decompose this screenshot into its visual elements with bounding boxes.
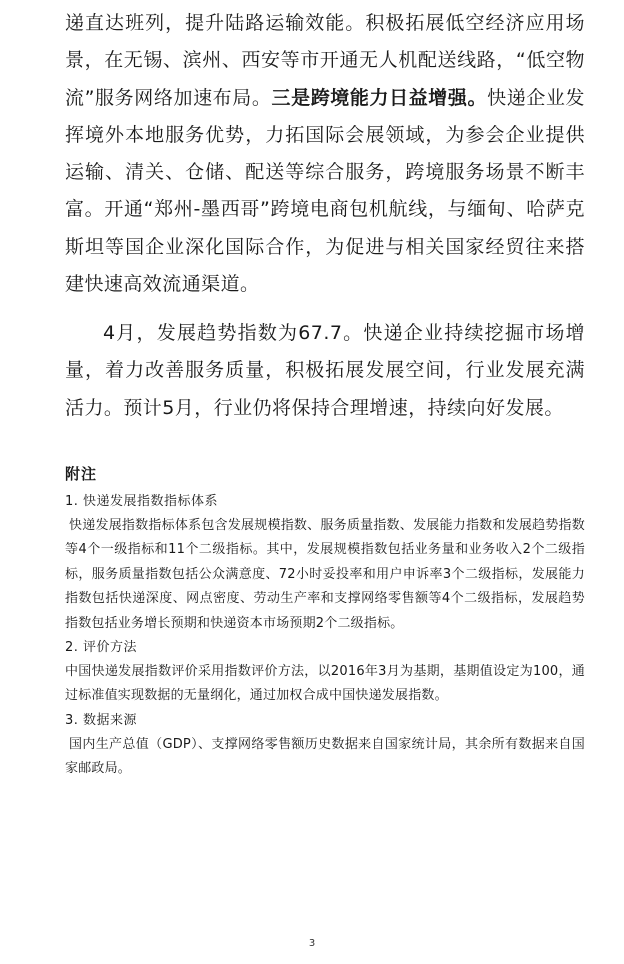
notes-section xyxy=(65,462,585,782)
note-text: 快递发展指数指标体系包含发展规模指数、服务质量指数、发展能力指数和发展趋势指数等4个一级指标和11个二级指标。其中，发展规模指数包括业务量和业务收入2个二级指标，服务质量指数包括公众满意度、72小时妥投率和用户申诉率3个二级指标，发展能力指数包括快递深度、网点密度、劳动生产率和支撑网络零售额等4个二级指标，发展趋势指数包括业务增长预期和快递资本市场预期2个二级指标。 xyxy=(65,518,585,631)
paragraph-text: 递直达班列，提升陆路运输效能。积极拓展低空经济应用场景，在无锡、滨州、西安等市开通无人机配送线路，“低空物流”服务网络加速布局。 xyxy=(65,12,585,109)
page-number: 3 xyxy=(308,938,316,949)
note-heading: 3. 数据来源 xyxy=(65,712,138,728)
body-paragraph: 4月，发展趋势指数为67.7。快递企业持续挖掘市场增量，着力改善服务质量，积极拓展发展空间，行业发展充满活力。预计5月，行业仍将保持合理增速，持续向好发展。 xyxy=(65,322,585,419)
note-heading: 2. 评价方法 xyxy=(65,640,138,656)
body-paragraph xyxy=(65,5,585,303)
note-heading: 1. 快递发展指数指标体系 xyxy=(65,494,219,509)
paragraph-text: 快递企业发挥境外本地服务优势，力拓国际会展领域，为参会企业提供运输、清关、仓储、配送等综合服务，跨境服务场景不断丰富。开通“郑州-墨西哥”跨境电商包机航线，与缅甸、哈萨克斯坦等国企业深化国际合作，为促进与相关国家经贸往来搭建快速高效流通渠道。 xyxy=(65,86,585,296)
notes-title: 附注 xyxy=(65,465,98,483)
bold-heading-text: 三是跨境能力日益增强。 xyxy=(271,86,488,109)
note-text: 中国快递发展指数评价采用指数评价方法，以2016年3月为基期，基期值设定为100，通过标准值实现数据的无量纲化，通过加权合成中国快递发展指数。 xyxy=(65,664,585,704)
note-text: 国内生产总值（GDP）、支撑网络零售额历史数据来自国家统计局，其余所有数据来自国家邮政局。 xyxy=(65,736,585,777)
